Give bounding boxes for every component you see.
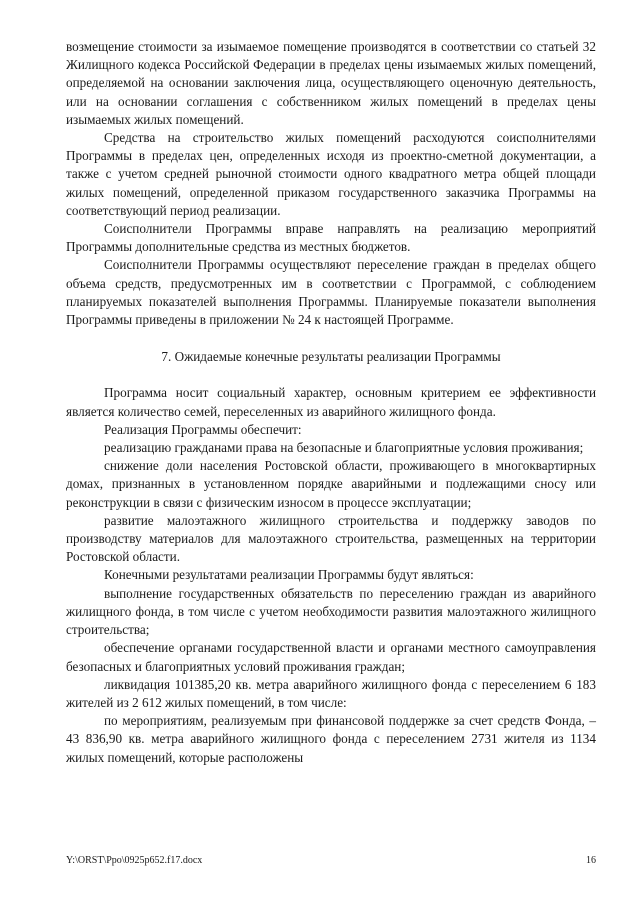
paragraph: Средства на строительство жилых помещений расходуются соисполнителями Программы в пределах цен, определенных исходя из проектно-сметной документации, а также с учетом средней рыночной стоимости одного квадратного метра общей площади жилых помещений, определенной приказом государственного заказчика Программы на соответствующий период реализации. — [66, 130, 596, 218]
paragraph: возмещение стоимости за изымаемое помещение производятся в соответствии со статьей 32 Жилищного кодекса Российской Федерации в пределах цены изымаемых жилых помещений, определяемой на основании заключения лица, осуществляющего оценочную деятельность, или на основании соглашения с собственником жилых помещений в пределах цены изымаемых жилых помещений. — [66, 39, 596, 127]
paragraph: Реализация Программы обеспечит: — [104, 421, 302, 437]
file-path: Y:\ORST\Ppo\0925p652.f17.docx — [66, 855, 203, 866]
paragraph: Соисполнители Программы осуществляют переселение граждан в пределах общего объема средств, предусмотренных им в соответствии с Программой, с соблюдением планируемых показателей выполнения Программы. Планируемые показатели выполнения Программы приведены в приложении № 24 к настоящей Программе. — [66, 257, 596, 328]
list-item: по мероприятиям, реализуемым при финансовой поддержке за счет средств Фонда, – 43 836,90 кв. метра аварийного жилищного фонда с переселением 2731 жителя из 1134 жилых помещений, которые расположены — [66, 713, 596, 765]
paragraph: Программа носит социальный характер, основным критерием ее эффективности является количество семей, переселенных из аварийного жилищного фонда. — [66, 385, 596, 419]
list-item: выполнение государственных обязательств по переселению граждан из аварийного жилищного фонда, в том числе с учетом необходимости развития малоэтажного жилищного строительства; — [66, 585, 596, 638]
list-item: реализацию гражданами права на безопасные и благоприятные условия проживания; — [104, 440, 584, 456]
list-item: развитие малоэтажного жилищного строительства и поддержку заводов по производству материалов для малоэтажного строительства, размещенных на территории Ростовской области. — [66, 512, 596, 565]
list-item: обеспечение органами государственной власти и органами местного самоуправления безопасных и благоприятных условий проживания граждан; — [66, 640, 596, 674]
page-number: 16 — [586, 855, 596, 866]
document-page — [66, 38, 596, 767]
list-item: ликвидация 101385,20 кв. метра аварийного жилищного фонда с переселением 6 183 жителей из 2 612 жилых помещений, в том числе: — [66, 676, 596, 710]
list-item: снижение доли населения Ростовской области, проживающего в многоквартирных домах, признанных в установленном порядке аварийными и подлежащими сносу или реконструкции в связи с физическим износом в процессе эксплуатации; — [66, 458, 596, 510]
paragraph: Соисполнители Программы вправе направлять на реализацию мероприятий Программы дополнительные средства из местных бюджетов. — [66, 221, 596, 255]
section-heading: 7. Ожидаемые конечные результаты реализации Программы — [161, 349, 501, 365]
paragraph: Конечными результатами реализации Программы будут являться: — [104, 567, 474, 583]
page-footer — [66, 855, 596, 867]
